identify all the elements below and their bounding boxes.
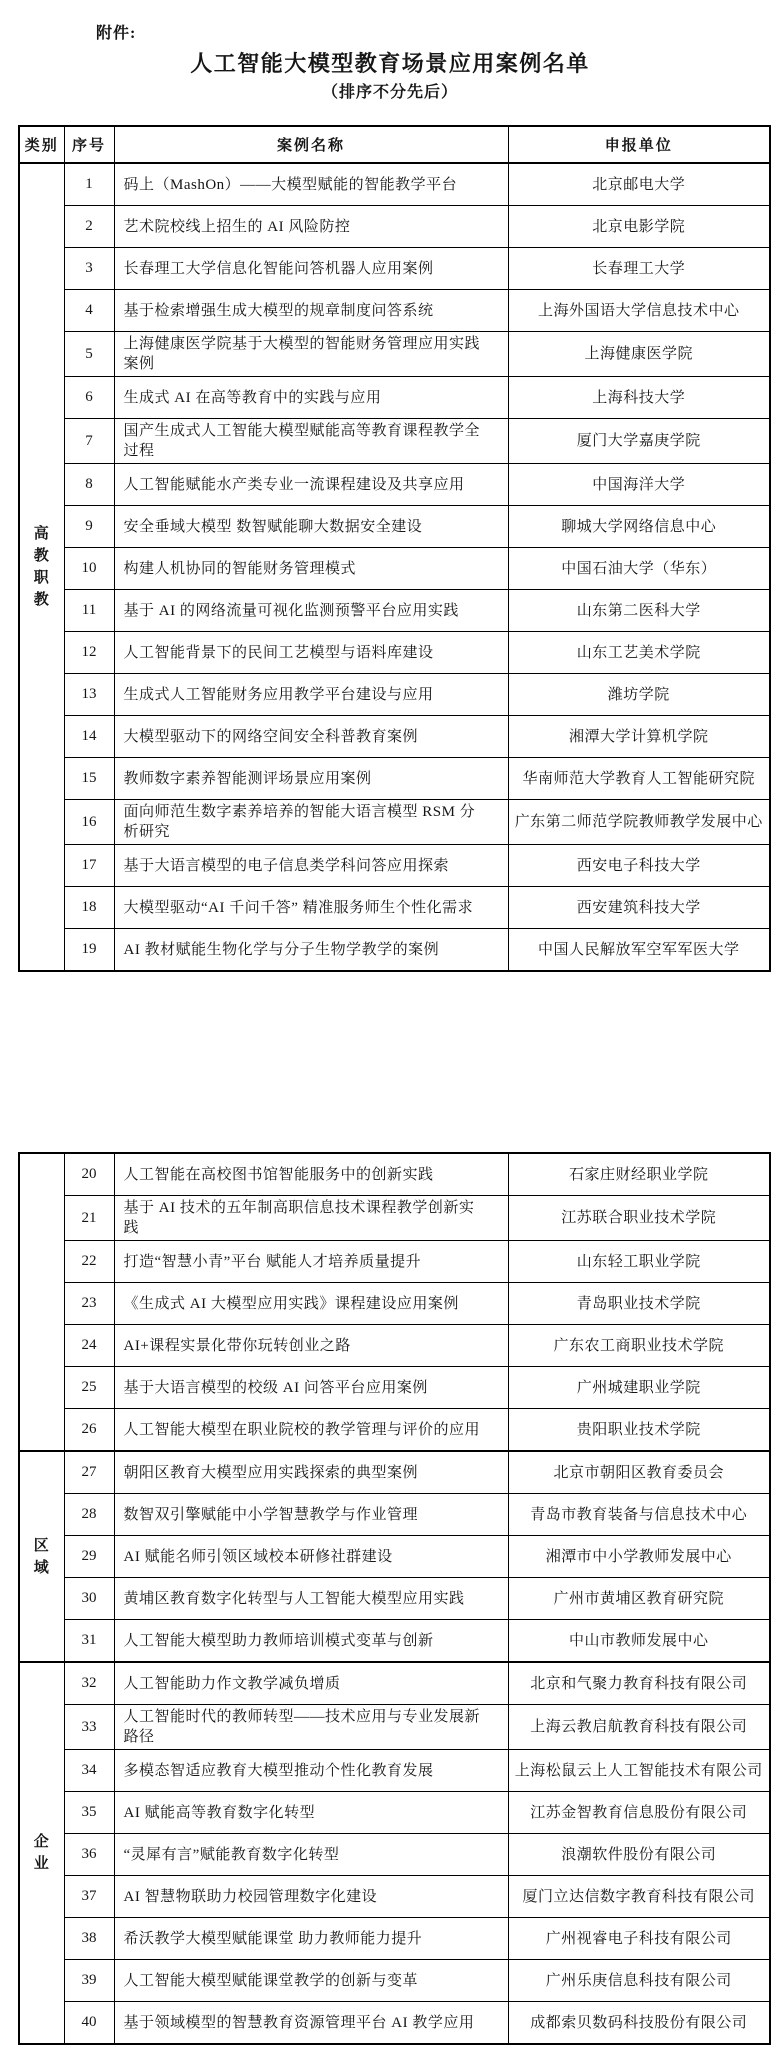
organization: 山东轻工职业学院 [508,1241,770,1283]
organization: 石家庄财经职业学院 [508,1153,770,1196]
row-index: 4 [64,290,114,332]
organization: 华南师范大学教育人工智能研究院 [508,758,770,800]
case-name: 人工智能在高校图书馆智能服务中的创新实践 [114,1153,508,1196]
header-case-name: 案例名称 [114,126,508,163]
row-index: 39 [64,1960,114,2002]
row-index: 24 [64,1325,114,1367]
organization: 北京邮电大学 [508,163,770,206]
table-row [19,1705,770,1750]
case-name: 黄埔区教育数字化转型与人工智能大模型应用实践 [114,1578,508,1620]
row-index: 17 [64,845,114,887]
case-name: AI 赋能高等教育数字化转型 [114,1792,508,1834]
organization: 中国人民解放军空军军医大学 [508,929,770,972]
table-row [19,1834,770,1876]
case-name: AI 智慧物联助力校园管理数字化建设 [114,1876,508,1918]
case-name: 基于大语言模型的电子信息类学科问答应用探索 [114,845,508,887]
row-index: 13 [64,674,114,716]
case-name: 大模型驱动下的网络空间安全科普教育案例 [114,716,508,758]
table-row [19,590,770,632]
row-index: 8 [64,464,114,506]
organization: 厦门立达信数字教育科技有限公司 [508,1876,770,1918]
table-row [19,2002,770,2045]
row-index: 33 [64,1705,114,1750]
page-title: 人工智能大模型教育场景应用案例名单 [190,51,590,76]
table-row [19,887,770,929]
table-row [19,1409,770,1452]
row-index: 31 [64,1620,114,1663]
organization: 山东第二医科大学 [508,590,770,632]
case-name: 多模态智适应教育大模型推动个性化教育发展 [114,1750,508,1792]
row-index: 29 [64,1536,114,1578]
table-row [19,1367,770,1409]
row-index: 18 [64,887,114,929]
case-name: 码上（MashOn）——大模型赋能的智能教学平台 [114,163,508,206]
organization: 北京和气聚力教育科技有限公司 [508,1662,770,1705]
case-name: 生成式 AI 在高等教育中的实践与应用 [114,377,508,419]
table-row [19,464,770,506]
organization: 上海科技大学 [508,377,770,419]
row-index: 30 [64,1578,114,1620]
table-row [19,1153,770,1196]
case-name: 人工智能背景下的民间工艺模型与语料库建设 [114,632,508,674]
table-row [19,548,770,590]
case-name: 基于 AI 技术的五年制高职信息技术课程教学创新实践 [114,1196,508,1241]
case-name: 基于检索增强生成大模型的规章制度问答系统 [114,290,508,332]
organization: 青岛职业技术学院 [508,1283,770,1325]
row-index: 5 [64,332,114,377]
case-name: AI+课程实景化带你玩转创业之路 [114,1325,508,1367]
attachment-label: 附件: [96,25,137,42]
category-cell: 高教职教 [19,163,64,971]
case-name: 基于领域模型的智慧教育资源管理平台 AI 教学应用 [114,2002,508,2045]
row-index: 14 [64,716,114,758]
case-name: 打造“智慧小青”平台 赋能人才培养质量提升 [114,1241,508,1283]
case-name: 长春理工大学信息化智能问答机器人应用案例 [114,248,508,290]
organization: 山东工艺美术学院 [508,632,770,674]
table-row [19,1451,770,1494]
table-row [19,248,770,290]
row-index: 38 [64,1918,114,1960]
case-name: AI 教材赋能生物化学与分子生物学教学的案例 [114,929,508,972]
row-index: 6 [64,377,114,419]
table-row [19,1662,770,1705]
row-index: 7 [64,419,114,464]
case-name: AI 赋能名师引领区域校本研修社群建设 [114,1536,508,1578]
organization: 广东第二师范学院教师教学发展中心 [508,800,770,845]
organization: 湘潭大学计算机学院 [508,716,770,758]
table-row [19,800,770,845]
case-name: 数智双引擎赋能中小学智慧教学与作业管理 [114,1494,508,1536]
table-row [19,1578,770,1620]
organization: 北京市朝阳区教育委员会 [508,1451,770,1494]
table-header-row [19,126,770,163]
row-index: 12 [64,632,114,674]
table-row [19,758,770,800]
cases-table-page1 [18,125,771,972]
row-index: 36 [64,1834,114,1876]
case-name: 基于 AI 的网络流量可视化监测预警平台应用实践 [114,590,508,632]
case-name: 人工智能时代的教师转型——技术应用与专业发展新路径 [114,1705,508,1750]
table-row [19,290,770,332]
table-row [19,1876,770,1918]
table-row [19,929,770,972]
page-subtitle: （排序不分先后） [321,84,458,101]
table-row [19,1792,770,1834]
organization: 潍坊学院 [508,674,770,716]
row-index: 3 [64,248,114,290]
organization: 湘潭市中小学教师发展中心 [508,1536,770,1578]
row-index: 10 [64,548,114,590]
row-index: 1 [64,163,114,206]
table-row [19,1325,770,1367]
table-row [19,1536,770,1578]
case-name: 大模型驱动“AI 千问千答” 精准服务师生个性化需求 [114,887,508,929]
case-name: 《生成式 AI 大模型应用实践》课程建设应用案例 [114,1283,508,1325]
case-name: 国产生成式人工智能大模型赋能高等教育课程教学全过程 [114,419,508,464]
table-row [19,1620,770,1663]
row-index: 25 [64,1367,114,1409]
row-index: 16 [64,800,114,845]
case-name: 生成式人工智能财务应用教学平台建设与应用 [114,674,508,716]
row-index: 32 [64,1662,114,1705]
organization: 厦门大学嘉庚学院 [508,419,770,464]
row-index: 9 [64,506,114,548]
row-index: 40 [64,2002,114,2045]
row-index: 15 [64,758,114,800]
organization: 长春理工大学 [508,248,770,290]
organization: 广州视睿电子科技有限公司 [508,1918,770,1960]
organization: 上海松鼠云上人工智能技术有限公司 [508,1750,770,1792]
organization: 中国海洋大学 [508,464,770,506]
header-category: 类别 [19,126,64,163]
header-index: 序号 [64,126,114,163]
organization: 青岛市教育装备与信息技术中心 [508,1494,770,1536]
case-name: 希沃教学大模型赋能课堂 助力教师能力提升 [114,1918,508,1960]
table-row [19,1960,770,2002]
organization: 贵阳职业技术学院 [508,1409,770,1452]
table-row [19,1750,770,1792]
table-row [19,716,770,758]
case-name: 人工智能大模型在职业院校的教学管理与评价的应用 [114,1409,508,1452]
case-name: 人工智能大模型助力教师培训模式变革与创新 [114,1620,508,1663]
table-row [19,632,770,674]
table-row [19,506,770,548]
row-index: 22 [64,1241,114,1283]
table-row [19,1918,770,1960]
table-row [19,1283,770,1325]
case-name: 面向师范生数字素养培养的智能大语言模型 RSM 分析研究 [114,800,508,845]
organization: 西安电子科技大学 [508,845,770,887]
table-row [19,845,770,887]
row-index: 21 [64,1196,114,1241]
case-name: 基于大语言模型的校级 AI 问答平台应用案例 [114,1367,508,1409]
organization: 广州乐庚信息科技有限公司 [508,1960,770,2002]
organization: 北京电影学院 [508,206,770,248]
organization: 广州城建职业学院 [508,1367,770,1409]
table-row [19,674,770,716]
organization: 上海健康医学院 [508,332,770,377]
case-name: “灵犀有言”赋能教育数字化转型 [114,1834,508,1876]
organization: 聊城大学网络信息中心 [508,506,770,548]
header-organization: 申报单位 [508,126,770,163]
organization: 中山市教师发展中心 [508,1620,770,1663]
row-index: 11 [64,590,114,632]
organization: 浪潮软件股份有限公司 [508,1834,770,1876]
organization: 西安建筑科技大学 [508,887,770,929]
row-index: 28 [64,1494,114,1536]
case-name: 构建人机协同的智能财务管理模式 [114,548,508,590]
row-index: 23 [64,1283,114,1325]
row-index: 34 [64,1750,114,1792]
table-row [19,1196,770,1241]
organization: 上海云教启航教育科技有限公司 [508,1705,770,1750]
table-row [19,1494,770,1536]
cases-table-page2 [18,1152,771,2045]
case-name: 教师数字素养智能测评场景应用案例 [114,758,508,800]
organization: 江苏联合职业技术学院 [508,1196,770,1241]
organization: 成都索贝数码科技股份有限公司 [508,2002,770,2045]
case-name: 人工智能大模型赋能课堂教学的创新与变革 [114,1960,508,2002]
row-index: 19 [64,929,114,972]
table-row [19,332,770,377]
category-cell: 区域 [19,1451,64,1662]
case-name: 人工智能赋能水产类专业一流课程建设及共享应用 [114,464,508,506]
case-name: 朝阳区教育大模型应用实践探索的典型案例 [114,1451,508,1494]
organization: 江苏金智教育信息股份有限公司 [508,1792,770,1834]
organization: 上海外国语大学信息技术中心 [508,290,770,332]
table-row [19,419,770,464]
case-name: 上海健康医学院基于大模型的智能财务管理应用实践案例 [114,332,508,377]
case-name: 人工智能助力作文教学减负增质 [114,1662,508,1705]
row-index: 37 [64,1876,114,1918]
table-row [19,163,770,206]
case-name: 安全垂域大模型 数智赋能聊大数据安全建设 [114,506,508,548]
organization: 广州市黄埔区教育研究院 [508,1578,770,1620]
table-row [19,206,770,248]
table-row [19,1241,770,1283]
row-index: 26 [64,1409,114,1452]
organization: 中国石油大学（华东） [508,548,770,590]
row-index: 2 [64,206,114,248]
row-index: 35 [64,1792,114,1834]
category-cell: 企业 [19,1662,64,2044]
organization: 广东农工商职业技术学院 [508,1325,770,1367]
category-cell [19,1153,64,1451]
row-index: 27 [64,1451,114,1494]
row-index: 20 [64,1153,114,1196]
table-row [19,377,770,419]
case-name: 艺术院校线上招生的 AI 风险防控 [114,206,508,248]
